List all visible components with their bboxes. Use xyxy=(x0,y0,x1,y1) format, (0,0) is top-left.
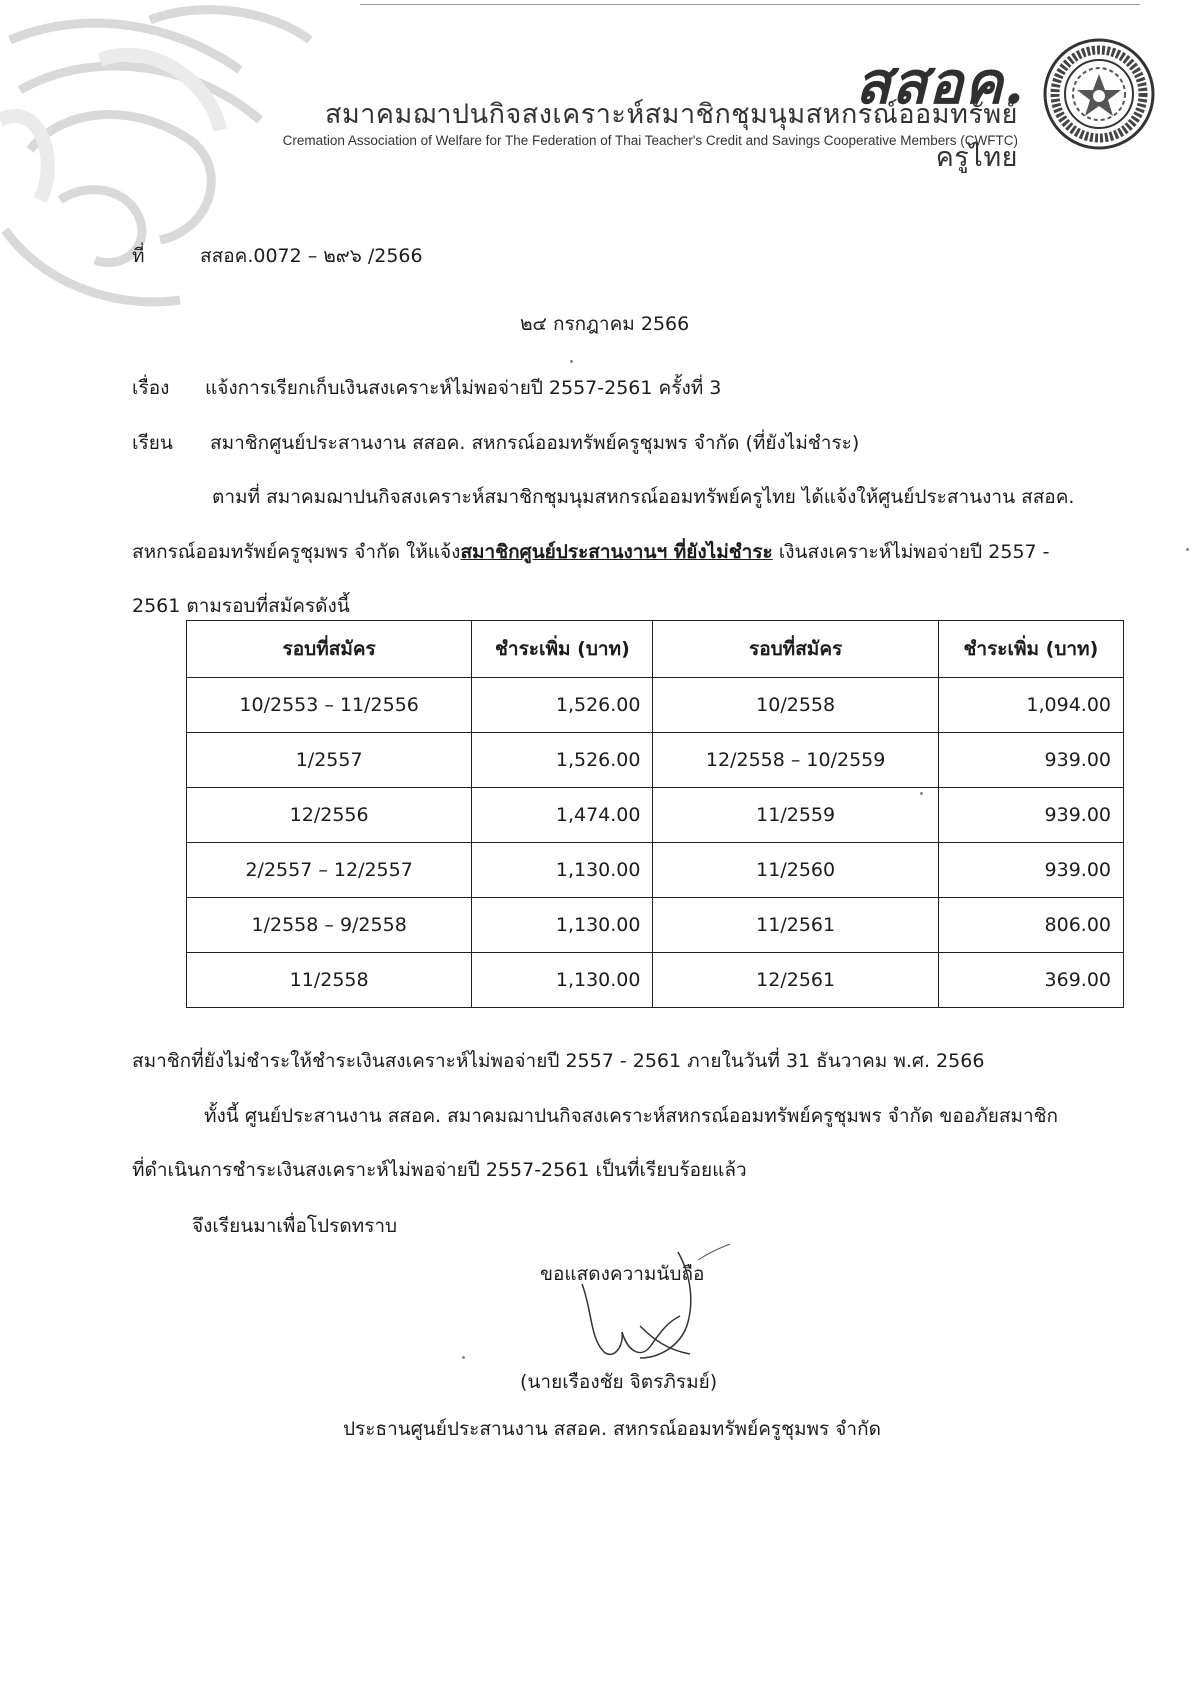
table-cell: 1,130.00 xyxy=(472,953,653,1008)
table-cell: 1,130.00 xyxy=(472,843,653,898)
table-cell: 12/2558 – 10/2559 xyxy=(653,733,938,788)
table-cell: 12/2561 xyxy=(653,953,938,1008)
recipient-text: สมาชิกศูนย์ประสานงาน สสอค. สหกรณ์ออมทรัพย์ครูชุมพร จำกัด (ที่ยังไม่ชำระ) xyxy=(210,432,860,454)
table-cell: 11/2558 xyxy=(187,953,472,1008)
body-text: สหกรณ์ออมทรัพย์ครูชุมพร จำกัด ให้แจ้ง xyxy=(132,541,461,563)
table-cell: 11/2561 xyxy=(653,898,938,953)
table-cell: 1,526.00 xyxy=(472,678,653,733)
association-seal-icon xyxy=(1043,38,1155,150)
body-paragraph-1-line-2 xyxy=(132,538,1120,566)
doc-number: สสอค.0072 – ๒๙๖ /2566 xyxy=(200,245,423,267)
scan-speck xyxy=(1186,548,1189,551)
signer-name: (นายเรืองชัย จิตรภิรมย์) xyxy=(520,1371,718,1393)
top-border-line xyxy=(360,4,1140,5)
table-cell: 939.00 xyxy=(938,843,1123,898)
table-cell: 12/2556 xyxy=(187,788,472,843)
table-cell: 11/2559 xyxy=(653,788,938,843)
body-text: เงินสงเคราะห์ไม่พอจ่ายปี 2557 - xyxy=(772,541,1050,563)
handwritten-signature xyxy=(570,1240,740,1380)
body-paragraph-3-line-1: ทั้งนี้ ศูนย์ประสานงาน สสอค. สมาคมฌาปนกิจสงเคราะห์สหกรณ์ออมทรัพย์ครูชุมพร จำกัด ขออภัยสมาชิก xyxy=(204,1105,1059,1127)
body-paragraph-1-line-1: ตามที่ สมาคมฌาปนกิจสงเคราะห์สมาชิกชุมนุมสหกรณ์ออมทรัพย์ครูไทย ได้แจ้งให้ศูนย์ประสานงาน สสอค. xyxy=(212,486,1075,508)
table-cell: 1,474.00 xyxy=(472,788,653,843)
table-cell: 1,094.00 xyxy=(938,678,1123,733)
payment-table xyxy=(186,620,1124,1008)
signer-position: ประธานศูนย์ประสานงาน สสอค. สหกรณ์ออมทรัพย์ครูชุมพร จำกัด xyxy=(343,1418,881,1440)
table-cell: 2/2557 – 12/2557 xyxy=(187,843,472,898)
body-paragraph-3-line-2: ที่ดำเนินการชำระเงินสงเคราะห์ไม่พอจ่ายปี 2557-2561 เป็นที่เรียบร้อยแล้ว xyxy=(132,1159,747,1181)
closing-salutation: ขอแสดงความนับถือ xyxy=(540,1263,705,1285)
scan-speck xyxy=(570,360,573,363)
body-paragraph-2: สมาชิกที่ยังไม่ชำระให้ชำระเงินสงเคราะห์ไม่พอจ่ายปี 2557 - 2561 ภายในวันที่ 31 ธันวาคม พ.ศ. 2566 xyxy=(132,1050,985,1072)
scan-speck xyxy=(462,1356,465,1359)
body-paragraph-1-line-3: 2561 ตามรอบที่สมัครดังนี้ xyxy=(132,595,350,617)
association-logo-text: สสอค. xyxy=(855,49,1025,117)
table-row xyxy=(187,733,1124,788)
column-header: ชำระเพิ่ม (บาท) xyxy=(472,621,653,678)
body-paragraph-4: จึงเรียนมาเพื่อโปรดทราบ xyxy=(192,1215,398,1237)
doc-number-label: ที่ xyxy=(132,245,145,267)
table-cell: 939.00 xyxy=(938,733,1123,788)
table-cell: 1/2557 xyxy=(187,733,472,788)
column-header: รอบที่สมัคร xyxy=(653,621,938,678)
table-row xyxy=(187,843,1124,898)
scan-speck xyxy=(920,792,923,795)
table-header-row xyxy=(187,621,1124,678)
table-cell: 1/2558 – 9/2558 xyxy=(187,898,472,953)
recipient-label: เรียน xyxy=(132,432,173,454)
table-cell: 11/2560 xyxy=(653,843,938,898)
table-row xyxy=(187,898,1124,953)
table-cell: 369.00 xyxy=(938,953,1123,1008)
table-cell: 1,130.00 xyxy=(472,898,653,953)
table-cell: 10/2558 xyxy=(653,678,938,733)
doc-date: ๒๔ กรกฎาคม 2566 xyxy=(520,313,690,335)
table-cell: 939.00 xyxy=(938,788,1123,843)
table-cell: 1,526.00 xyxy=(472,733,653,788)
table-row xyxy=(187,678,1124,733)
table-cell: 10/2553 – 11/2556 xyxy=(187,678,472,733)
emphasized-text: สมาชิกศูนย์ประสานงานฯ ที่ยังไม่ชำระ xyxy=(460,541,773,563)
column-header: ชำระเพิ่ม (บาท) xyxy=(938,621,1123,678)
table-row xyxy=(187,953,1124,1008)
subject-text: แจ้งการเรียกเก็บเงินสงเคราะห์ไม่พอจ่ายปี 2557-2561 ครั้งที่ 3 xyxy=(205,377,722,399)
table-row xyxy=(187,788,1124,843)
column-header: รอบที่สมัคร xyxy=(187,621,472,678)
subject-label: เรื่อง xyxy=(132,377,170,399)
org-name-english: Cremation Association of Welfare for The Federation of Thai Teacher's Credit and Savings Cooperative Members (CWFTC) xyxy=(282,133,1018,148)
table-cell: 806.00 xyxy=(938,898,1123,953)
org-name-thai: สมาคมฌาปนกิจสงเคราะห์สมาชิกชุมนุมสหกรณ์ออมทรัพย์ครูไทย xyxy=(324,99,1018,173)
